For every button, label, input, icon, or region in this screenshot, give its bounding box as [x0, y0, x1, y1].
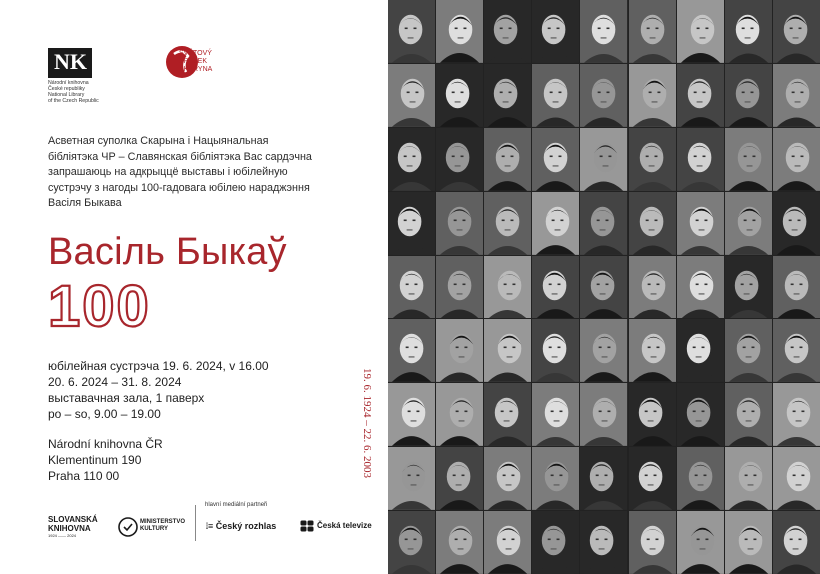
portrait-photo	[629, 383, 676, 446]
address-line: Národní knihovna ČR	[48, 437, 163, 451]
intro-text	[48, 134, 348, 212]
ceska-televize-name: Česká televize	[317, 521, 372, 530]
intro-line: Васіля Быкава	[48, 197, 122, 209]
portrait-photo	[532, 319, 579, 382]
portrait-grid	[388, 0, 820, 574]
portrait-photo	[532, 128, 579, 191]
portrait-photo	[580, 256, 627, 319]
event-line: юбілейная сустрэча 19. 6. 2024, v 16.00	[48, 359, 269, 373]
intro-line: бібліятэка ЧР – Славянская бібліятэка Вас сардэчна	[48, 150, 312, 163]
portrait-photo	[484, 0, 531, 63]
partners-bar	[48, 513, 378, 543]
life-dates	[352, 348, 382, 498]
event-line: po – so, 9.00 – 19.00	[48, 407, 161, 421]
portrait-photo	[388, 128, 435, 191]
portrait-photo	[484, 383, 531, 446]
portrait-photo	[629, 64, 676, 127]
portrait-photo	[773, 0, 820, 63]
page-title: Васіль Быкаў	[48, 231, 287, 273]
portrait-photo	[388, 192, 435, 255]
portrait-photo	[677, 319, 724, 382]
skaryna-line: SPOLEK	[179, 58, 208, 65]
portrait-photo	[436, 256, 483, 319]
slovanska-line: KNIHOVNA	[48, 524, 91, 533]
address-line: Praha 110 00	[48, 469, 120, 483]
portrait-photo	[725, 319, 772, 382]
portrait-photo	[484, 447, 531, 510]
portrait-photo	[725, 192, 772, 255]
portrait-photo	[677, 64, 724, 127]
nk-line: National Library	[48, 92, 85, 98]
nk-mark: NK	[54, 49, 87, 74]
cesky-rozhlas-logo	[206, 521, 276, 532]
skaryna-line: SKARYNA	[179, 66, 213, 73]
portrait-photo	[629, 128, 676, 191]
intro-line: запрашаюць на адкрыццё выставы і юбілейную	[48, 166, 288, 178]
portrait-photo	[436, 0, 483, 63]
national-library-logo	[48, 48, 92, 78]
portrait-photo	[484, 64, 531, 127]
ceska-televize-icon	[300, 520, 314, 532]
portrait-photo	[532, 64, 579, 127]
national-library-name	[48, 80, 138, 104]
portrait-photo	[580, 319, 627, 382]
portrait-photo	[580, 447, 627, 510]
portrait-photo	[629, 256, 676, 319]
nk-line: of the Czech Republic	[48, 98, 99, 104]
portrait-photo	[580, 64, 627, 127]
nk-line: Národní knihovna	[48, 80, 89, 86]
portrait-photo	[725, 64, 772, 127]
portrait-photo	[677, 192, 724, 255]
portrait-photo	[677, 128, 724, 191]
portrait-photo	[436, 192, 483, 255]
portrait-photo	[580, 192, 627, 255]
portrait-photo	[580, 383, 627, 446]
portrait-photo	[580, 511, 627, 574]
portrait-photo	[725, 447, 772, 510]
intro-line: сустрэчу з нагоды 100-гадовага юбілею нараджэння	[48, 181, 310, 194]
portrait-photo	[484, 192, 531, 255]
portrait-photo	[580, 0, 627, 63]
portrait-photo	[677, 383, 724, 446]
event-info	[48, 358, 269, 422]
portrait-photo	[773, 447, 820, 510]
portrait-photo	[436, 319, 483, 382]
anniversary-number	[48, 276, 198, 332]
cesky-rozhlas-icon: ⦙≡	[206, 521, 216, 531]
portrait-photo	[725, 511, 772, 574]
slovanska-years: 1924 —— 2024	[48, 533, 77, 538]
invitation-panel	[0, 0, 388, 574]
portrait-photo	[677, 256, 724, 319]
portrait-photo	[773, 383, 820, 446]
portrait-photo	[629, 192, 676, 255]
slovanska-line: SLOVANSKÁ	[48, 515, 98, 524]
cesky-rozhlas-name: Český rozhlas	[215, 521, 277, 531]
portrait-photo	[388, 256, 435, 319]
portrait-photo	[629, 511, 676, 574]
portrait-photo	[677, 511, 724, 574]
portrait-photo	[388, 0, 435, 63]
portrait-photo	[725, 0, 772, 63]
portrait-photo	[773, 128, 820, 191]
skaryna-name	[179, 50, 212, 74]
portrait-photo	[532, 383, 579, 446]
intro-line: Асветная суполка Скарына і Нацыянальная	[48, 135, 269, 147]
portrait-photo	[580, 128, 627, 191]
portrait-photo	[773, 511, 820, 574]
portrait-photo	[773, 319, 820, 382]
portrait-photo	[532, 256, 579, 319]
ministerstvo-kultury-icon	[118, 517, 138, 537]
portrait-photo	[484, 256, 531, 319]
portrait-photo	[677, 447, 724, 510]
portrait-photo	[532, 511, 579, 574]
portrait-photo	[629, 0, 676, 63]
portrait-photo	[388, 447, 435, 510]
skaryna-line: SVĚTOVÝ	[179, 50, 212, 57]
portrait-photo	[436, 128, 483, 191]
partners-label: hlavní mediální partneři	[205, 502, 268, 508]
portrait-photo	[388, 383, 435, 446]
svg-text:100: 100	[48, 276, 151, 332]
portrait-photo	[725, 383, 772, 446]
portrait-photo	[388, 319, 435, 382]
portrait-photo	[532, 447, 579, 510]
portrait-photo	[484, 319, 531, 382]
portrait-photo	[436, 511, 483, 574]
portrait-photo	[629, 447, 676, 510]
portrait-photo	[484, 128, 531, 191]
portrait-photo	[532, 192, 579, 255]
partners-divider	[195, 505, 196, 541]
nk-line: České republiky	[48, 86, 85, 92]
portrait-photo	[388, 64, 435, 127]
portrait-photo	[532, 0, 579, 63]
portrait-photo	[725, 128, 772, 191]
ministerstvo-line: KULTURY	[140, 526, 168, 532]
portrait-photo	[484, 511, 531, 574]
event-line: выставачная зала, 1 паверх	[48, 391, 205, 405]
ministerstvo-kultury-name	[140, 519, 185, 533]
address-line: Klementinum 190	[48, 453, 142, 467]
ministerstvo-line: MINISTERSTVO	[140, 519, 186, 525]
event-line: 20. 6. 2024 – 31. 8. 2024	[48, 375, 182, 389]
portrait-photo	[725, 256, 772, 319]
life-dates-text: 19. 6. 1924 – 22. 6. 2003	[361, 368, 373, 478]
portrait-photo	[436, 64, 483, 127]
slovanska-knihovna-logo	[48, 515, 98, 538]
portrait-photo	[773, 256, 820, 319]
portrait-photo	[773, 192, 820, 255]
portrait-photo	[629, 319, 676, 382]
portrait-photo	[436, 447, 483, 510]
venue-address	[48, 436, 163, 484]
portrait-photo	[677, 0, 724, 63]
portrait-photo	[773, 64, 820, 127]
portrait-photo	[388, 511, 435, 574]
portrait-photo	[436, 383, 483, 446]
